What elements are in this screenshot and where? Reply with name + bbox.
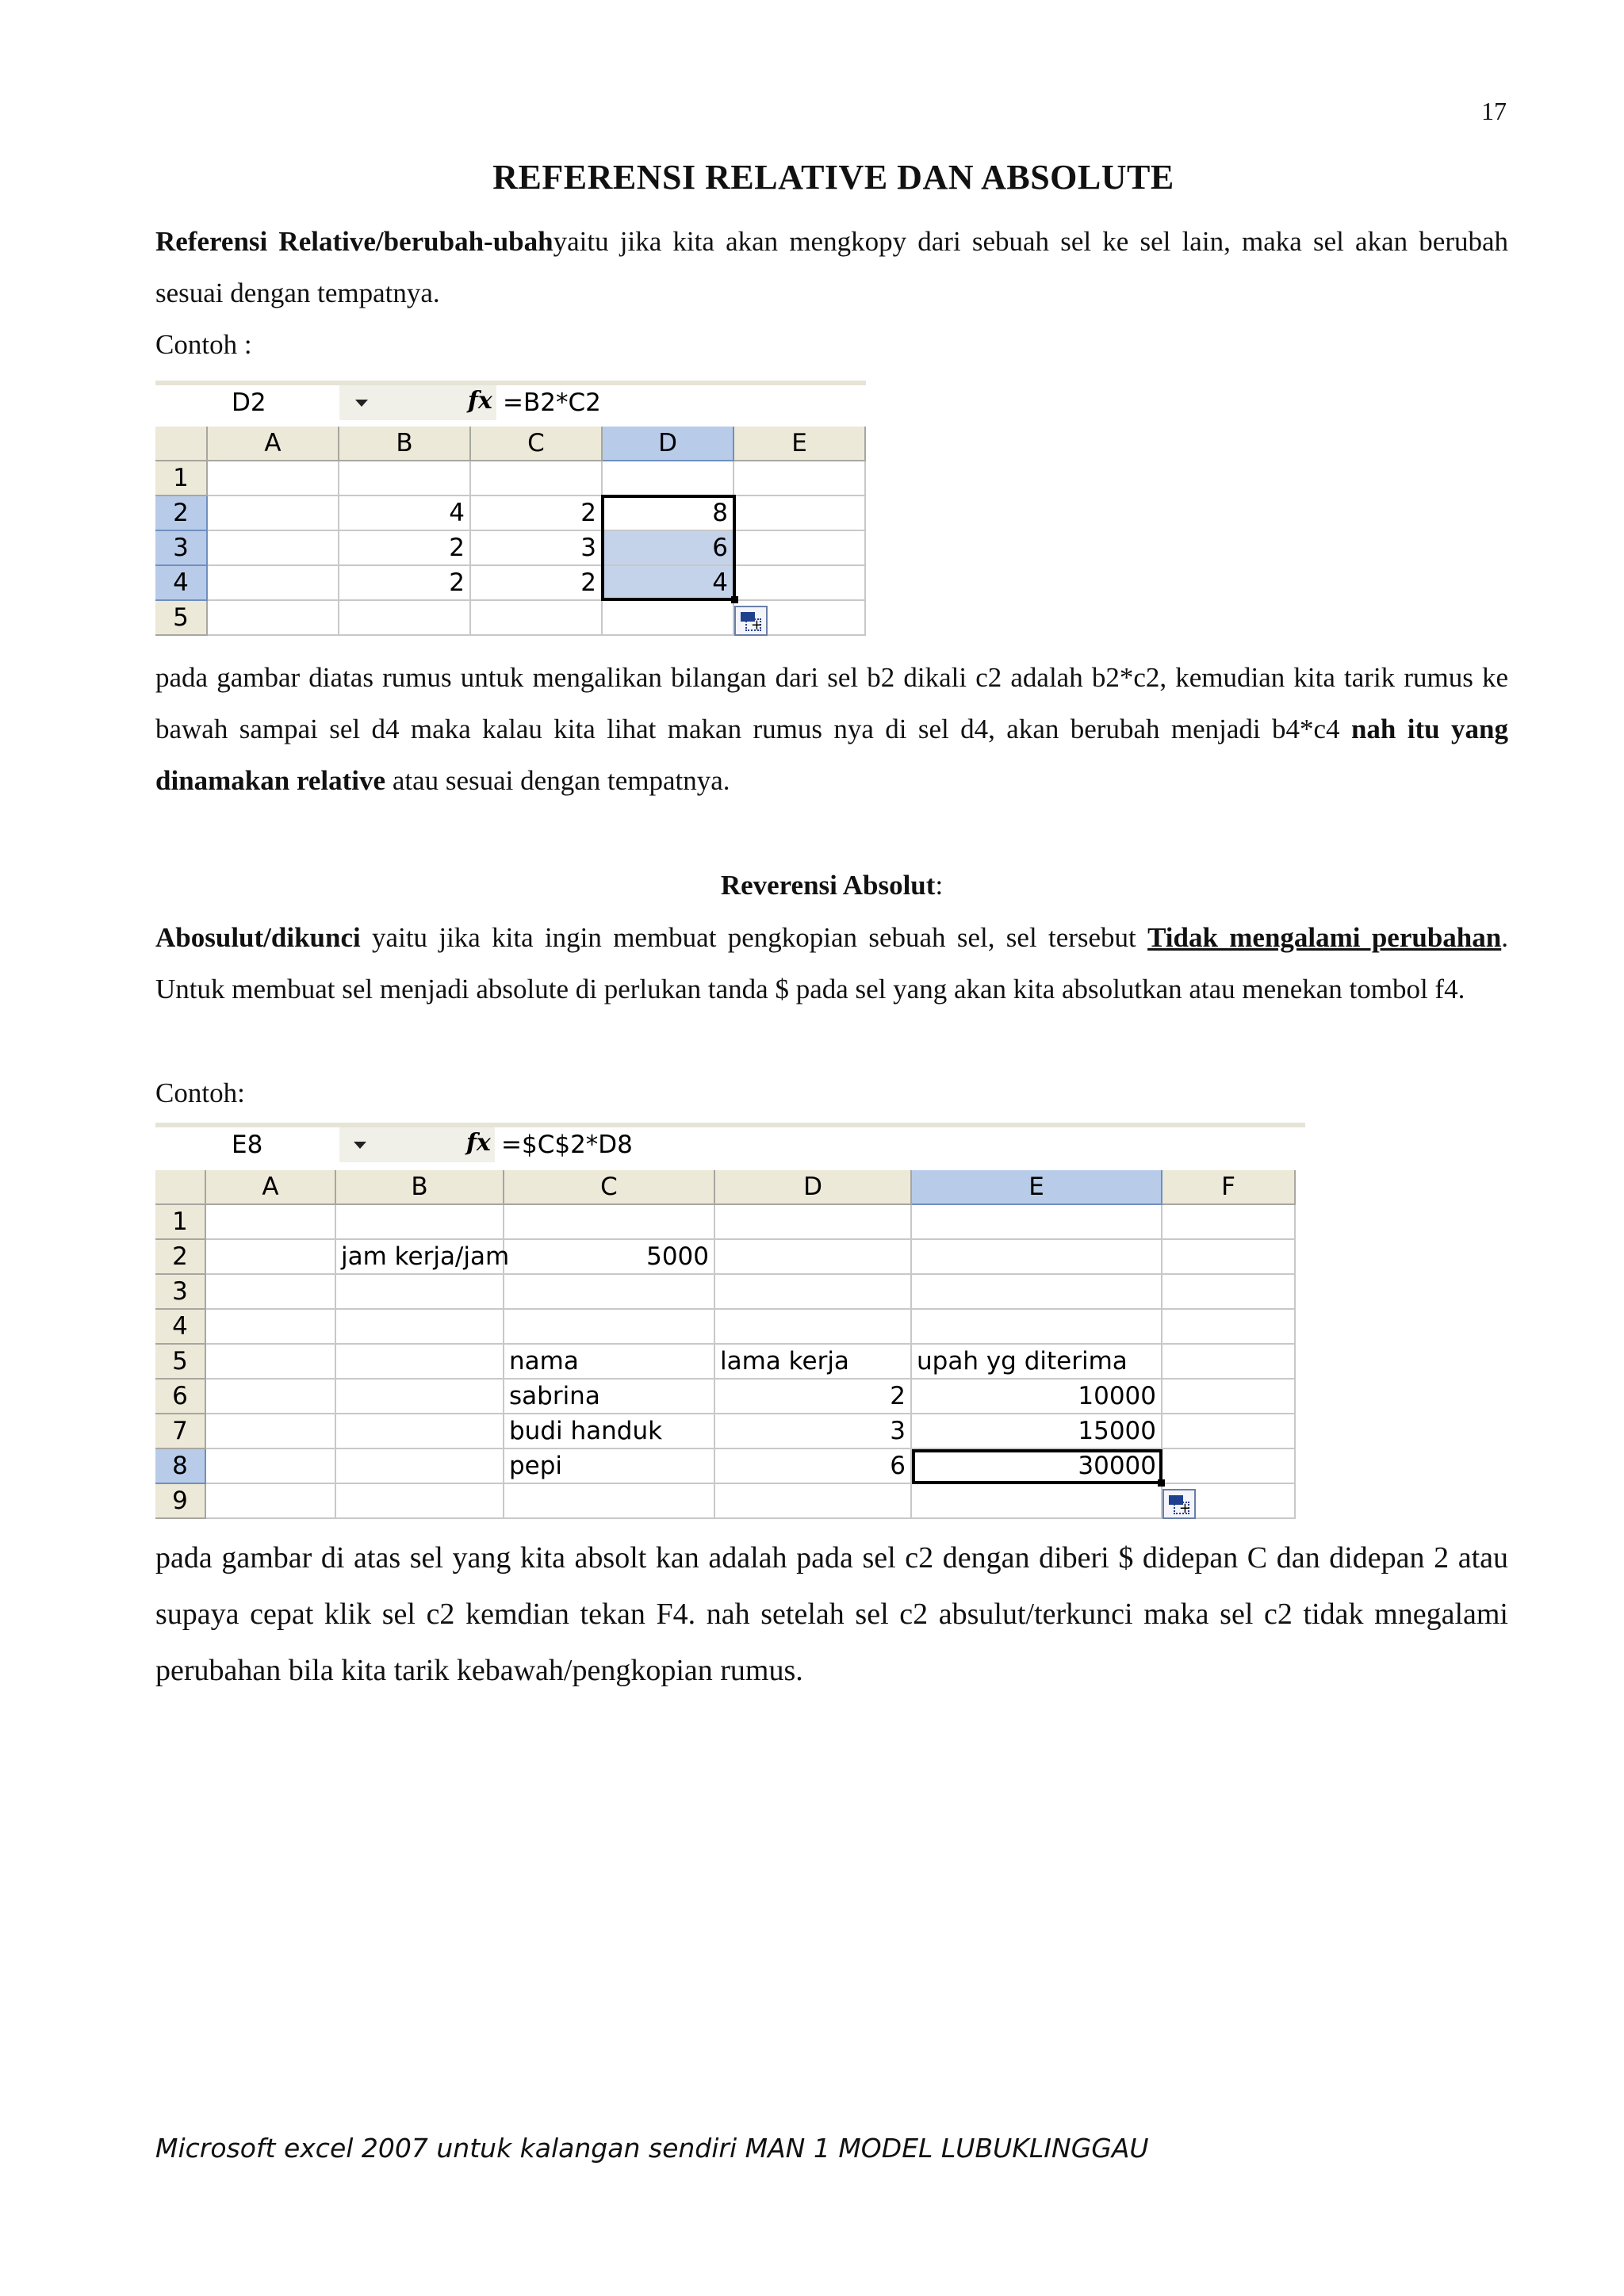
cell-f8[interactable] <box>1162 1449 1296 1484</box>
cell-e2[interactable] <box>912 1240 1162 1275</box>
cell-b4[interactable] <box>336 1310 504 1345</box>
cell-c5[interactable]: nama <box>504 1345 715 1380</box>
relative-explanation-text: pada gambar diatas rumus untuk mengalikan bilangan dari sel b2 dikali c2 adalah b2*c2, kemudian kita tarik rumus ke bawah sampai sel d4 maka kalau kita lihat makan rumus nya di sel d4, akan berubah menjadi b4*c4 <box>155 662 1508 744</box>
cell-c3[interactable] <box>504 1275 715 1310</box>
absolute-emphasis: Tidak mengalami perubahan <box>1147 922 1502 953</box>
column-header-b[interactable]: B <box>336 1170 504 1205</box>
formula-bar <box>155 381 866 420</box>
cell-d2[interactable]: 8 <box>603 496 734 531</box>
cell-e9[interactable] <box>912 1484 1162 1519</box>
absolute-term: Abosulut/dikunci <box>155 922 361 953</box>
name-box-dropdown-icon[interactable] <box>354 1142 366 1149</box>
column-header-e[interactable]: E <box>912 1170 1162 1205</box>
select-all-corner[interactable] <box>155 427 208 461</box>
cell-e2[interactable] <box>734 496 866 531</box>
cell-b6[interactable] <box>336 1380 504 1414</box>
page-title: REFERENSI RELATIVE DAN ABSOLUTE <box>492 158 1174 197</box>
function-icon[interactable]: fx <box>466 1129 491 1157</box>
cell-e4[interactable] <box>912 1310 1162 1345</box>
cell-a2[interactable] <box>208 496 339 531</box>
cell-b4[interactable]: 2 <box>339 566 471 601</box>
cell-c8[interactable]: pepi <box>504 1449 715 1484</box>
row-header-4[interactable]: 4 <box>155 1310 206 1345</box>
cell-c1[interactable] <box>504 1205 715 1240</box>
cell-b5[interactable] <box>336 1345 504 1380</box>
relative-explanation-tail: atau sesuai dengan tempatnya. <box>385 765 730 796</box>
absolute-heading-text: Reverensi Absolut <box>720 870 936 901</box>
cell-c3[interactable]: 3 <box>471 531 603 566</box>
absolute-definition <box>155 912 1508 1015</box>
fill-handle[interactable] <box>1158 1479 1165 1487</box>
cell-e7[interactable]: 15000 <box>912 1414 1162 1449</box>
absolute-heading <box>155 859 1508 911</box>
absolute-example-label: Contoh: <box>155 1077 245 1108</box>
auto-fill-options-icon[interactable]: + <box>734 606 768 636</box>
absolute-spreadsheet <box>155 1123 1305 1521</box>
row-header-1[interactable]: 1 <box>155 461 208 496</box>
row-header-5[interactable]: 5 <box>155 601 208 636</box>
cell-d6[interactable]: 2 <box>715 1380 912 1414</box>
cell-d2[interactable] <box>715 1240 912 1275</box>
formula-input[interactable]: =B2*C2 <box>496 385 866 420</box>
cell-a2[interactable] <box>206 1240 336 1275</box>
cell-d7[interactable]: 3 <box>715 1414 912 1449</box>
cell-b9[interactable] <box>336 1484 504 1519</box>
cell-b7[interactable] <box>336 1414 504 1449</box>
cell-b3[interactable]: 2 <box>339 531 471 566</box>
cell-e5[interactable]: upah yg diterima <box>912 1345 1162 1380</box>
cell-e1[interactable] <box>734 461 866 496</box>
cell-d4[interactable] <box>715 1310 912 1345</box>
relative-definition-text: yaitu jika kita akan mengkopy dari sebuah sel ke sel lain, maka sel akan berubah sesuai dengan tempatnya. <box>155 226 1509 308</box>
cell-f5[interactable] <box>1162 1345 1296 1380</box>
cell-a5[interactable] <box>208 601 339 636</box>
function-icon[interactable]: fx <box>468 387 492 415</box>
cell-b8[interactable] <box>336 1449 504 1484</box>
cell-a3[interactable] <box>206 1275 336 1310</box>
cell-c5[interactable] <box>471 601 603 636</box>
cell-c7[interactable]: budi handuk <box>504 1414 715 1449</box>
column-header-c[interactable]: C <box>504 1170 715 1205</box>
fill-handle[interactable] <box>731 596 738 603</box>
cell-b2[interactable]: 4 <box>339 496 471 531</box>
cell-a1[interactable] <box>208 461 339 496</box>
cell-a6[interactable] <box>206 1380 336 1414</box>
row-header-5[interactable]: 5 <box>155 1345 206 1380</box>
relative-example-label: Contoh : <box>155 329 252 360</box>
cell-d8[interactable]: 6 <box>715 1449 912 1484</box>
cell-e6[interactable]: 10000 <box>912 1380 1162 1414</box>
cell-d4[interactable]: 4 <box>603 566 734 601</box>
formula-bar <box>155 1123 1305 1162</box>
cell-d9[interactable] <box>715 1484 912 1519</box>
cell-f3[interactable] <box>1162 1275 1296 1310</box>
footer-text: Microsoft excel 2007 untuk kalangan sendiri MAN 1 MODEL LUBUKLINGGAU <box>155 2133 1149 2164</box>
column-header-b[interactable]: B <box>339 427 471 461</box>
absolute-heading-colon: : <box>935 870 944 901</box>
cell-f6[interactable] <box>1162 1380 1296 1414</box>
cell-e8[interactable]: 30000 <box>912 1449 1162 1484</box>
column-header-a[interactable]: A <box>208 427 339 461</box>
cell-f1[interactable] <box>1162 1205 1296 1240</box>
row-header-2[interactable]: 2 <box>155 496 208 531</box>
absolute-definition-tail: . Untuk membuat sel menjadi absolute di perlukan tanda $ pada sel yang akan kita absolutkan atau menekan tombol f4. <box>155 922 1508 1004</box>
column-header-a[interactable]: A <box>206 1170 336 1205</box>
cell-b1[interactable] <box>336 1205 504 1240</box>
auto-fill-options-icon[interactable]: + <box>1162 1489 1196 1519</box>
cell-c2[interactable]: 2 <box>471 496 603 531</box>
cell-a4[interactable] <box>208 566 339 601</box>
cell-c1[interactable] <box>471 461 603 496</box>
row-header-3[interactable]: 3 <box>155 531 208 566</box>
absolute-explanation: pada gambar di atas sel yang kita absolt kan adalah pada sel c2 dengan diberi $ didepan C dan didepan 2 atau supaya cepat klik sel c2 kemdian tekan F4. nah setelah sel c2 absulut/terkunci maka sel c2 tidak mnegalami perubahan bila kita tarik kebawah/pengkopian rumus. <box>155 1541 1508 1687</box>
relative-explanation <box>155 652 1508 806</box>
cell-e3[interactable] <box>734 531 866 566</box>
relative-explanation-bold: nah itu yang dinamakan relative <box>155 714 1508 796</box>
cell-d1[interactable] <box>603 461 734 496</box>
cell-f4[interactable] <box>1162 1310 1296 1345</box>
cell-a4[interactable] <box>206 1310 336 1345</box>
formula-input[interactable]: =$C$2*D8 <box>495 1127 1305 1162</box>
cell-a1[interactable] <box>206 1205 336 1240</box>
cell-f2[interactable] <box>1162 1240 1296 1275</box>
cell-a7[interactable] <box>206 1414 336 1449</box>
column-header-e[interactable]: E <box>734 427 866 461</box>
column-header-c[interactable]: C <box>471 427 603 461</box>
relative-term: Referensi Relative/berubah-ubah <box>155 226 553 257</box>
column-header-d[interactable]: D <box>715 1170 912 1205</box>
relative-definition <box>155 216 1508 319</box>
row-header-2[interactable]: 2 <box>155 1240 206 1275</box>
cell-b3[interactable] <box>336 1275 504 1310</box>
cell-c9[interactable] <box>504 1484 715 1519</box>
cell-c4[interactable] <box>504 1310 715 1345</box>
row-header-6[interactable]: 6 <box>155 1380 206 1414</box>
name-box-dropdown-icon[interactable] <box>355 400 368 407</box>
cell-d3[interactable] <box>715 1275 912 1310</box>
name-box[interactable]: D2 <box>155 385 339 420</box>
cell-c6[interactable]: sabrina <box>504 1380 715 1414</box>
page-number: 17 <box>1481 97 1507 125</box>
relative-spreadsheet <box>155 381 866 642</box>
column-header-f[interactable]: F <box>1162 1170 1296 1205</box>
row-header-4[interactable]: 4 <box>155 566 208 601</box>
cell-a3[interactable] <box>208 531 339 566</box>
cell-d5[interactable] <box>603 601 734 636</box>
cell-d3[interactable]: 6 <box>603 531 734 566</box>
cell-e3[interactable] <box>912 1275 1162 1310</box>
cell-d5[interactable]: lama kerja <box>715 1345 912 1380</box>
row-header-3[interactable]: 3 <box>155 1275 206 1310</box>
cell-a5[interactable] <box>206 1345 336 1380</box>
cell-b1[interactable] <box>339 461 471 496</box>
cell-f7[interactable] <box>1162 1414 1296 1449</box>
row-header-9[interactable]: 9 <box>155 1484 206 1519</box>
row-header-7[interactable]: 7 <box>155 1414 206 1449</box>
cell-a8[interactable] <box>206 1449 336 1484</box>
cell-b2[interactable]: jam kerja/jam <box>336 1240 504 1275</box>
row-header-8[interactable]: 8 <box>155 1449 206 1484</box>
select-all-corner[interactable] <box>155 1170 206 1205</box>
cell-d1[interactable] <box>715 1205 912 1240</box>
name-box[interactable]: E8 <box>155 1127 339 1162</box>
row-header-1[interactable]: 1 <box>155 1205 206 1240</box>
cell-e1[interactable] <box>912 1205 1162 1240</box>
cell-e4[interactable] <box>734 566 866 601</box>
cell-c4[interactable]: 2 <box>471 566 603 601</box>
cell-b5[interactable] <box>339 601 471 636</box>
absolute-definition-text: yaitu jika kita ingin membuat pengkopian sebuah sel, sel tersebut <box>360 922 1148 953</box>
column-header-d[interactable]: D <box>603 427 734 461</box>
cell-c2[interactable]: 5000 <box>504 1240 715 1275</box>
cell-a9[interactable] <box>206 1484 336 1519</box>
